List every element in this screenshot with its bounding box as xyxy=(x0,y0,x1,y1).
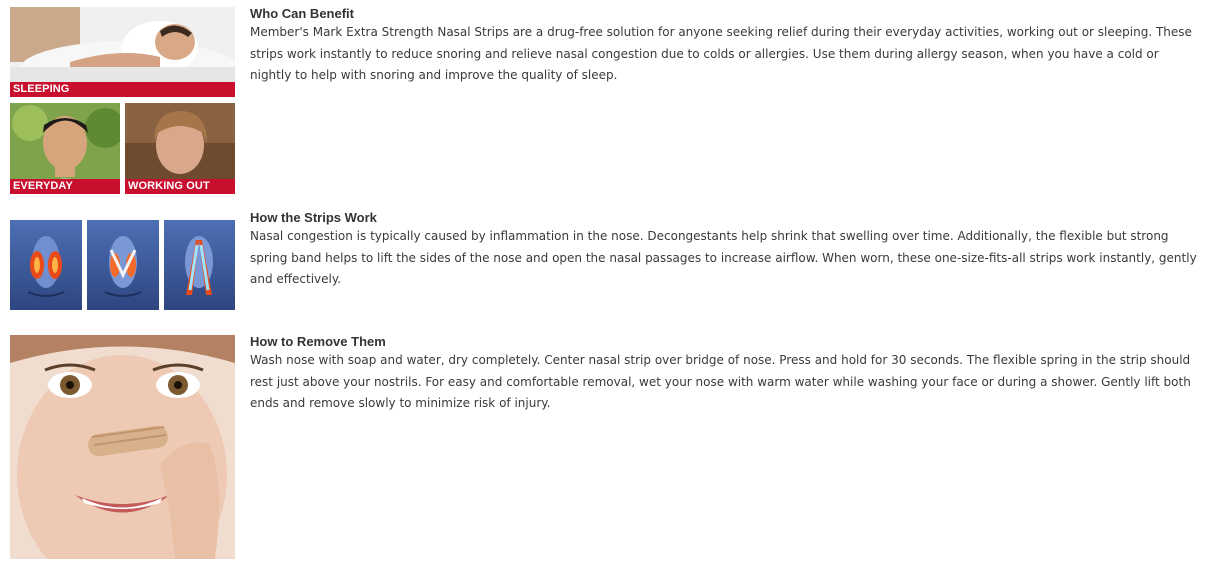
woman-applying-strip-photo xyxy=(10,335,235,559)
section-who-can-benefit xyxy=(250,6,1200,87)
nose-diagram-strip xyxy=(87,220,159,310)
nose-diagram-congested xyxy=(10,220,82,310)
everyday-photo xyxy=(10,103,120,194)
section-how-strips-work xyxy=(250,210,1200,291)
section-how-to-remove xyxy=(250,334,1200,415)
sleeping-caption: SLEEPING xyxy=(10,82,235,97)
section-title: How to Remove Them xyxy=(250,334,386,349)
section-title: How the Strips Work xyxy=(250,210,377,225)
section-body: Nasal congestion is typically caused by inflammation in the nose. Decongestants help shrink that swelling over time. Additionally, the flexible but strong spring band helps to lift the sides of the nose and open the nasal passages to increase airflow. When worn, these one-size-fits-all strips work instantly, gently and effectively. xyxy=(250,229,1197,286)
nose-diagram-open xyxy=(164,220,235,310)
section-body: Wash nose with soap and water, dry completely. Center nasal strip over bridge of nose. Press and hold for 30 seconds. The flexible spring in the strip should rest just above your nostrils. For easy and comfortable removal, wet your nose with warm water while washing your face or during a shower. Gently lift both ends and remove slowly to minimize risk of injury. xyxy=(250,353,1191,410)
section-body: Member's Mark Extra Strength Nasal Strips are a drug-free solution for anyone seeking relief during their everyday activities, working out or sleeping. These strips work instantly to reduce snoring and relieve nasal congestion due to colds or allergies. Use them during allergy season, when you have a cold or nightly to help with snoring and improve the quality of sleep. xyxy=(250,25,1192,82)
section-title: Who Can Benefit xyxy=(250,6,354,21)
working-out-caption: WORKING OUT xyxy=(125,179,235,194)
sleeping-photo xyxy=(10,7,235,97)
working-out-photo xyxy=(125,103,235,194)
everyday-caption: EVERYDAY xyxy=(10,179,120,194)
